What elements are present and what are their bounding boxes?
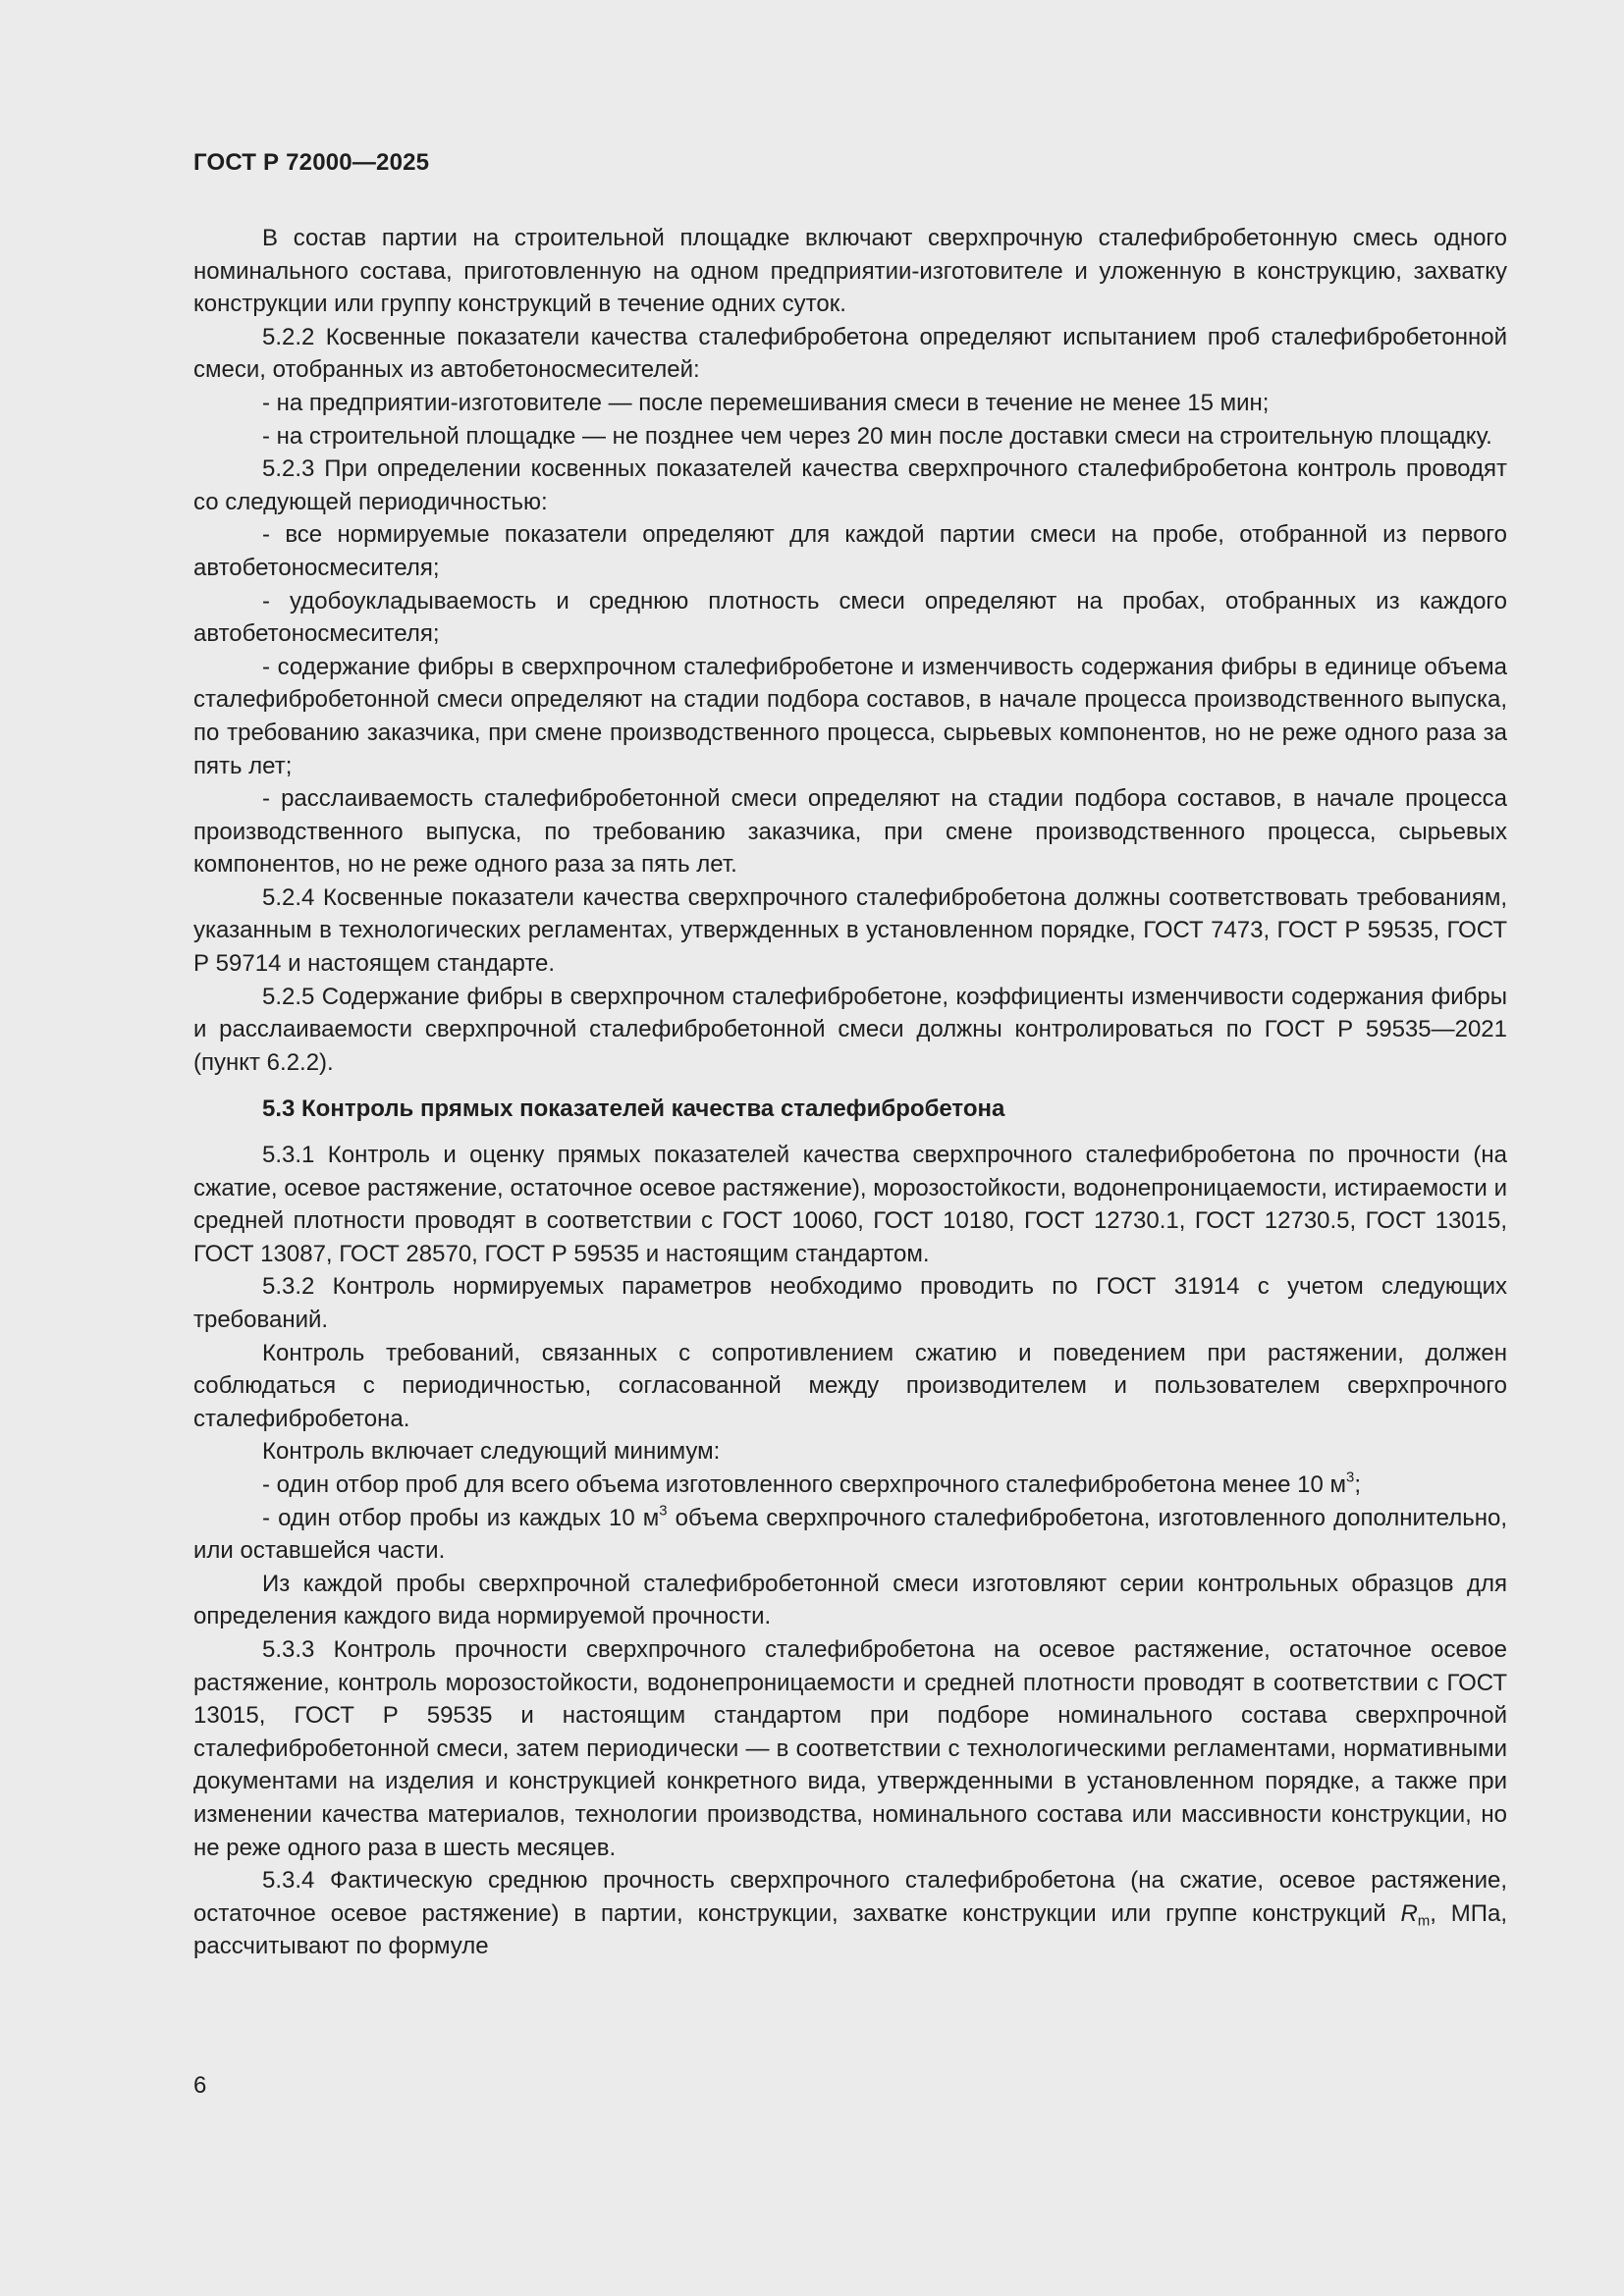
- paragraph: 5.3.4 Фактическую среднюю прочность сверхпрочного сталефибробетона (на сжатие, осевое растяжение, остаточное осевое растяжение) в партии, конструкции, захватке конструкции или группе конструкций $R_m$, МПа, рассчитывают по формуле: [193, 1867, 1508, 1960]
- list-item: - удобоукладываемость и среднюю плотность смеси определяют на пробах, отобранных из каждого автобетоносмесителя;: [193, 587, 1507, 648]
- paragraph: В состав партии на строительной площадке включают сверхпрочную сталефибробетонную смесь одного номинального состава, приготовленную на одном предприятии-изготовителе и уложенную в конструкцию, захватку конструкции или группу конструкций в течение одних суток.: [193, 225, 1507, 318]
- paragraph: 5.2.4 Косвенные показатели качества сверхпрочного сталефибробетона должны соответствовать требованиям, указанным в технологических регламентах, утвержденных в установленном порядке, ГОСТ 7473, ГОСТ Р 59535, ГОСТ Р 59714 и настоящем стандарте.: [193, 883, 1507, 978]
- paragraph: 5.2.2 Косвенные показатели качества сталефибробетона определяют испытанием проб сталефибробетонной смеси, отобранных из автобетоносмесителей:: [193, 323, 1507, 384]
- list-item: - один отбор проб для всего объема изготовленного сверхпрочного сталефибробетона менее 10 $м^3$;: [262, 1469, 1361, 1498]
- paragraph: Контроль требований, связанных с сопротивлением сжатию и поведением при растяжении, должен соблюдаться с периодичностью, согласованной между производителем и пользователем сверхпрочного сталефибробетона.: [193, 1339, 1507, 1432]
- list-item: - все нормируемые показатели определяют для каждой партии смеси на пробе, отобранной из первого автобетоносмесителя;: [193, 521, 1507, 581]
- paragraph: 5.3.1 Контроль и оценку прямых показателей качества сверхпрочного сталефибробетона по прочности (на сжатие, осевое растяжение, остаточное осевое растяжение), морозостойкости, водонепроницаемости, истираемости и средней плотности проводят в соответствии с ГОСТ 10060, ГОСТ 10180, ГОСТ 12730.1, ГОСТ 12730.5, ГОСТ 13015, ГОСТ 13087, ГОСТ 28570, ГОСТ Р 59535 и настоящим стандартом.: [193, 1142, 1507, 1267]
- paragraph: Контроль включает следующий минимум:: [262, 1438, 721, 1466]
- section-heading: 5.3 Контроль прямых показателей качества сталефибробетона: [262, 1095, 1005, 1123]
- paragraph: 5.3.2 Контроль нормируемых параметров необходимо проводить по ГОСТ 31914 с учетом следующих требований.: [193, 1273, 1507, 1333]
- paragraph: Из каждой пробы сверхпрочной сталефибробетонной смеси изготовляют серии контрольных образцов для определения каждого вида нормируемой прочности.: [193, 1570, 1507, 1630]
- list-item: - содержание фибры в сверхпрочном сталефибробетоне и изменчивость содержания фибры в единице объема сталефибробетонной смеси определяют на стадии подбора составов, в начале процесса производственного выпуска, по требованию заказчика, при смене производственного процесса, сырьевых компонентов, но не реже одного раза за пять лет;: [193, 653, 1507, 779]
- list-item: - на строительной площадке — не позднее чем через 20 мин после доставки смеси на строительную площадку.: [262, 422, 1492, 450]
- paragraph: 5.2.5 Содержание фибры в сверхпрочном сталефибробетоне, коэффициенты изменчивости содержания фибры и расслаиваемости сверхпрочной сталефибробетонной смеси должны контролироваться по ГОСТ Р 59535—2021 (пункт 6.2.2).: [193, 983, 1507, 1076]
- document-body: [193, 222, 1507, 1963]
- page-number: 6: [193, 2072, 207, 2099]
- paragraph: 5.3.3 Контроль прочности сверхпрочного сталефибробетона на осевое растяжение, остаточное осевое растяжение, контроль морозостойкости, водонепроницаемости и средней плотности проводят в соответствии с ГОСТ 13015, ГОСТ Р 59535 и настоящим стандартом при подборе номинального состава сверхпрочной сталефибробетонной смеси, затем периодически — в соответствии с технологическими регламентами, нормативными документами на изделия и конструкцией конкретного вида, утвержденными в установленном порядке, а также при изменении качества материалов, технологии производства, номинального состава или массивности конструкции, но не реже одного раза в шесть месяцев.: [193, 1635, 1507, 1861]
- list-item: - на предприятии-изготовителе — после перемешивания смеси в течение не менее 15 мин;: [262, 389, 1270, 416]
- document-header: ГОСТ Р 72000—2025: [193, 149, 430, 176]
- list-item: - расслаиваемость сталефибробетонной смеси определяют на стадии подбора составов, в начале процесса производственного выпуска, по требованию заказчика, при смене производственного процесса, сырьевых компонентов, но не реже одного раза за пять лет.: [193, 785, 1507, 879]
- paragraph: 5.2.3 При определении косвенных показателей качества сверхпрочного сталефибробетона контроль проводят со следующей периодичностью:: [193, 455, 1507, 515]
- list-item: - один отбор пробы из каждых 10 $м^3$ объема сверхпрочного сталефибробетона, изготовленного дополнительно, или оставшейся части.: [193, 1503, 1507, 1565]
